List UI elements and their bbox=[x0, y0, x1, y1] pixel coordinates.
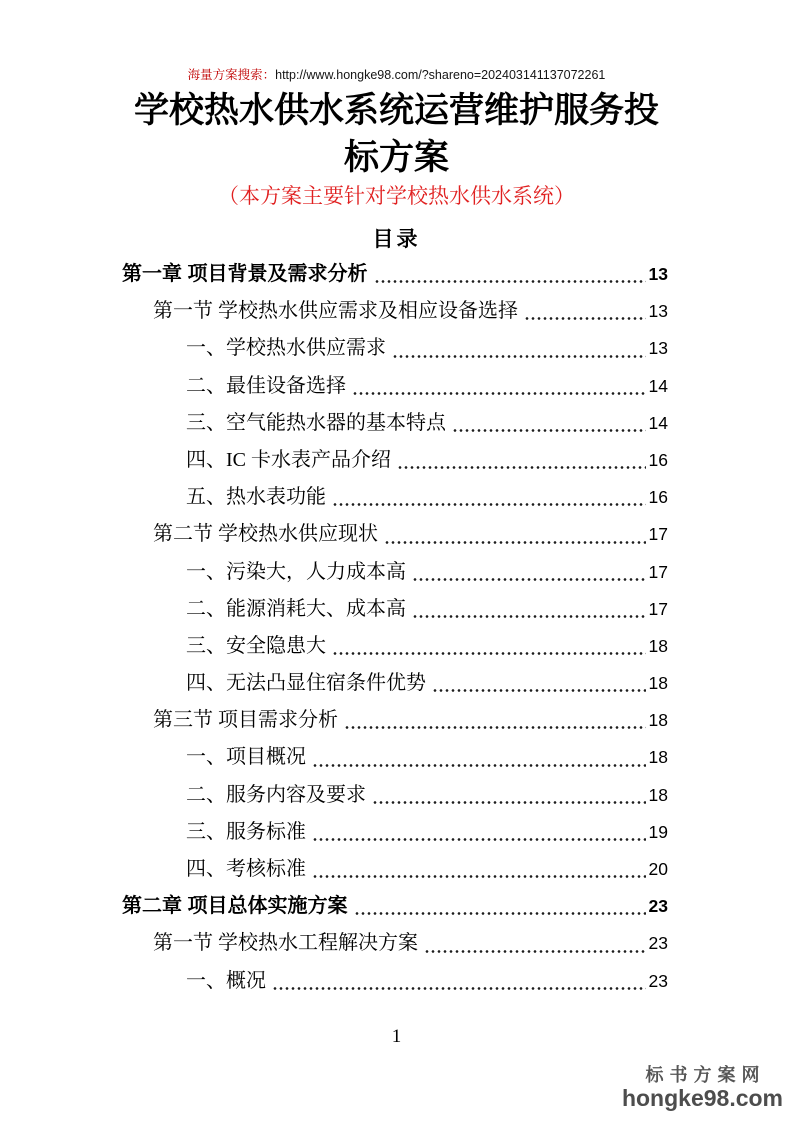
toc-entry-page: 13 bbox=[648, 264, 668, 284]
toc-entry-page: 16 bbox=[648, 487, 668, 508]
share-search-line bbox=[0, 66, 793, 84]
toc-dot-leader bbox=[312, 873, 646, 880]
toc-dot-leader bbox=[312, 762, 646, 769]
toc-entry-page: 14 bbox=[648, 375, 668, 396]
toc-dot-leader bbox=[392, 353, 646, 360]
toc-entry[interactable] bbox=[122, 443, 668, 480]
toc-list bbox=[122, 257, 668, 1001]
toc-dot-leader bbox=[372, 799, 646, 806]
toc-entry[interactable] bbox=[122, 889, 668, 926]
toc-entry-page: 17 bbox=[648, 524, 668, 545]
toc-entry[interactable] bbox=[122, 964, 668, 1001]
toc-entry[interactable] bbox=[122, 369, 668, 406]
toc-entry-page: 23 bbox=[648, 970, 668, 991]
page-number: 1 bbox=[391, 1026, 402, 1047]
toc-entry-label: 一、学校热水供应需求 bbox=[186, 337, 386, 360]
toc-entry-page: 23 bbox=[648, 933, 668, 954]
share-url-link[interactable]: http://www.hongke98.com/?shareno=202403141137072261 bbox=[275, 68, 606, 82]
toc-entry-label: 二、最佳设备选择 bbox=[186, 374, 346, 397]
toc-entry[interactable] bbox=[122, 666, 668, 703]
toc-dot-leader bbox=[332, 501, 646, 508]
toc-dot-leader bbox=[384, 539, 646, 546]
toc-entry-page: 13 bbox=[648, 301, 668, 322]
toc-entry-page: 16 bbox=[648, 449, 668, 470]
toc-entry-label: 五、热水表功能 bbox=[186, 486, 326, 509]
toc-dot-leader bbox=[432, 687, 646, 694]
toc-entry-label: 第二章 项目总体实施方案 bbox=[122, 895, 348, 918]
toc-entry[interactable] bbox=[122, 406, 668, 443]
toc-dot-leader bbox=[344, 724, 646, 731]
toc-entry-label: 三、服务标准 bbox=[186, 820, 306, 843]
toc-entry[interactable] bbox=[122, 517, 668, 554]
toc-entry-label: 一、项目概况 bbox=[186, 746, 306, 769]
toc-entry-label: 三、空气能热水器的基本特点 bbox=[186, 411, 446, 434]
toc-dot-leader bbox=[524, 315, 646, 322]
toc-entry-label: 二、能源消耗大、成本高 bbox=[186, 597, 406, 620]
site-logo-domain: hongke98.com bbox=[621, 1084, 783, 1111]
toc-dot-leader bbox=[352, 390, 646, 397]
toc-dot-leader bbox=[272, 985, 646, 992]
toc-entry-page: 13 bbox=[648, 338, 668, 359]
toc-entry-page: 18 bbox=[648, 747, 668, 768]
toc-entry-label: 二、服务内容及要求 bbox=[186, 783, 366, 806]
toc-entry-page: 18 bbox=[648, 635, 668, 656]
toc-entry-page: 14 bbox=[648, 412, 668, 433]
toc-entry[interactable] bbox=[122, 294, 668, 331]
toc-entry-label: 第一节 学校热水工程解决方案 bbox=[153, 932, 418, 955]
toc-entry[interactable] bbox=[122, 815, 668, 852]
toc-entry-label: 四、IC 卡水表产品介绍 bbox=[186, 448, 391, 471]
toc-entry-label: 第三节 项目需求分析 bbox=[153, 709, 338, 732]
toc-entry-page: 23 bbox=[648, 896, 668, 917]
toc-dot-leader bbox=[332, 650, 646, 657]
toc-dot-leader bbox=[412, 613, 646, 620]
toc-entry-label: 第一节 学校热水供应需求及相应设备选择 bbox=[153, 300, 518, 323]
toc-entry[interactable] bbox=[122, 331, 668, 368]
toc-dot-leader bbox=[374, 278, 646, 285]
toc-entry-page: 18 bbox=[648, 710, 668, 731]
toc-entry[interactable] bbox=[122, 555, 668, 592]
site-logo-name: 标书方案网 bbox=[645, 1065, 766, 1085]
document-subtitle: （本方案主要针对学校热水供水系统） bbox=[218, 184, 575, 208]
toc-entry-label: 四、无法凸显住宿条件优势 bbox=[186, 672, 426, 695]
toc-dot-leader bbox=[424, 948, 646, 955]
site-logo bbox=[622, 1066, 783, 1111]
toc-entry-label: 一、污染大，人力成本高 bbox=[186, 560, 406, 583]
toc-entry-page: 17 bbox=[648, 561, 668, 582]
toc-entry-page: 19 bbox=[648, 821, 668, 842]
toc-entry[interactable] bbox=[122, 703, 668, 740]
share-search-label: 海量方案搜索： bbox=[187, 68, 276, 82]
toc-entry[interactable] bbox=[122, 778, 668, 815]
toc-dot-leader bbox=[354, 910, 646, 917]
toc-entry-page: 18 bbox=[648, 673, 668, 694]
toc-heading: 目录 bbox=[372, 228, 421, 251]
toc-entry-label: 第二节 学校热水供应现状 bbox=[153, 523, 378, 546]
toc-entry-page: 18 bbox=[648, 784, 668, 805]
toc-entry-page: 20 bbox=[648, 859, 668, 879]
document-title: 学校热水供水系统运营维护服务投标方案 bbox=[133, 91, 659, 177]
toc-entry[interactable] bbox=[122, 480, 668, 517]
toc-dot-leader bbox=[312, 836, 646, 843]
toc-entry[interactable] bbox=[122, 926, 668, 963]
toc-entry[interactable] bbox=[122, 852, 668, 889]
toc-entry-label: 第一章 项目背景及需求分析 bbox=[122, 263, 368, 285]
toc-entry[interactable] bbox=[122, 740, 668, 777]
toc-dot-leader bbox=[412, 576, 646, 583]
toc-entry-label: 四、考核标准 bbox=[186, 858, 306, 880]
toc-entry[interactable] bbox=[122, 592, 668, 629]
toc-entry[interactable] bbox=[122, 629, 668, 666]
toc-entry[interactable] bbox=[122, 257, 668, 294]
toc-dot-leader bbox=[397, 464, 646, 471]
toc-entry-page: 17 bbox=[648, 598, 668, 619]
toc-dot-leader bbox=[452, 427, 646, 434]
toc-entry-label: 三、安全隐患大 bbox=[186, 634, 326, 657]
toc-entry-label: 一、概况 bbox=[186, 969, 266, 992]
